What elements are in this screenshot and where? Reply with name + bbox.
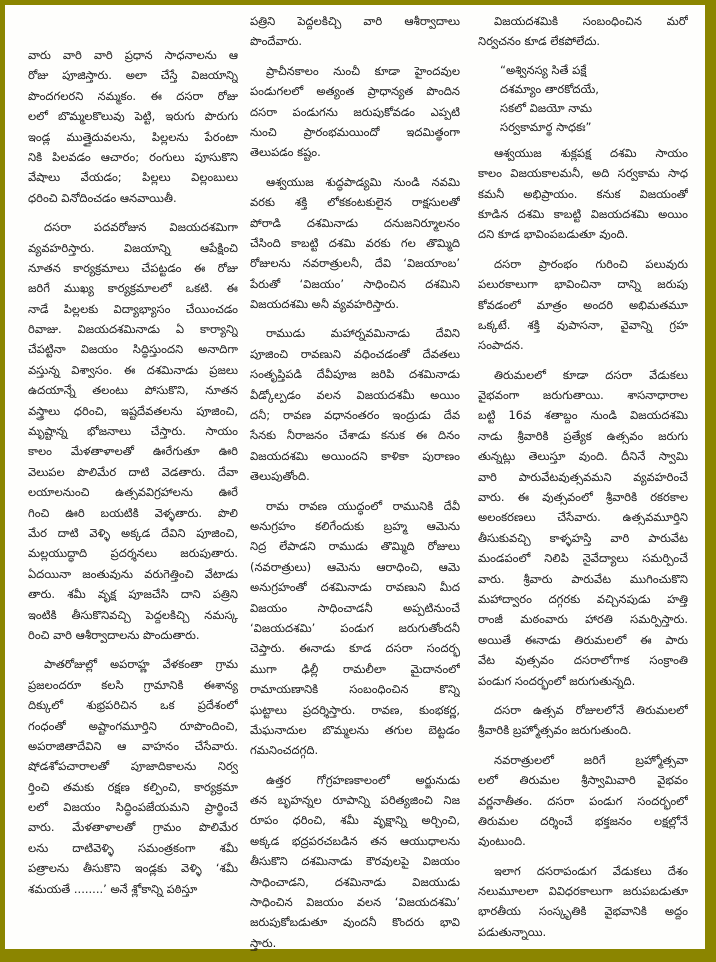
text-line: రాముడు మహార్నవమినాడు దేవిని xyxy=(266,326,460,341)
paragraph xyxy=(478,700,688,741)
text-line: తీసుకువచ్చి కాళ్ళహస్తి వారి పారువేట xyxy=(478,530,688,545)
text-line: వైభవంగా జరుగుతాయి. శాసనాధారాల xyxy=(478,388,688,403)
text-line: పత్రిని పెద్దలకిచ్చి వారి ఆశీర్వాదాలు xyxy=(250,14,460,28)
text-column-1 xyxy=(28,45,238,908)
text-line: పొందగలరని నమ్మకం. ఈ దసరా రోజు xyxy=(28,88,238,103)
text-line: వుంటుంది. xyxy=(478,834,526,849)
verse-line: సర్వకామార్థ సాధకః” xyxy=(500,119,592,134)
text-line: వారు వారి వారి ప్రధాన సాధనాలను ఆ xyxy=(28,48,238,62)
text-line: రోజులను నవరాత్రులనీ, దేవి ‘విజయాంబ’ xyxy=(250,256,460,271)
text-line: ఇంటికి తీసుకొనివచ్చి పెద్దలకిచ్చి నమస్క xyxy=(28,607,238,622)
verse-block xyxy=(478,61,688,137)
text-line: విజయదశమి అనీ వ్యవహరిస్తారు. xyxy=(250,297,400,312)
paragraph xyxy=(28,45,238,208)
text-line: రివాజు. విజయదశమినాడు ఏ కార్యాన్ని xyxy=(28,322,238,337)
text-line: లయాలనుంచి ఉత్సవవిగ్రహాలను ఊరే xyxy=(28,485,238,500)
text-line: తున్నట్లు తెలుస్తూ వుంది. దీనినే స్వామి xyxy=(478,449,688,464)
text-line: వారి పారువేటవుత్సవమని వ్యవహరించే xyxy=(478,469,688,484)
text-line: ప్రాచీనకాలం నుంచీ కూడా హైందవుల xyxy=(266,63,460,78)
paragraph xyxy=(478,143,688,245)
text-line: సంతృప్తిపడి దేవీపూజ జరిపి దశమినాడు xyxy=(250,367,460,382)
text-line: భారతీయ సంస్కృతికి వైభవానికి అద్దం xyxy=(478,904,688,919)
text-line: రోజు పూజిస్తారు. అలా చేస్తే విజయాన్ని xyxy=(28,68,238,83)
text-line: అలంకరణలు చేసేవారు. ఉత్సవమూర్తిని xyxy=(478,510,688,525)
text-line: తన బృహన్నల రూపాన్ని పరిత్యజించి నిజ xyxy=(250,793,460,808)
text-line: రించి వారి ఆశీర్వాదాలను పొందుతారు. xyxy=(28,627,200,642)
text-line: ర్తించి తమకు రక్షణ కల్పించి, కార్యక్రమా xyxy=(28,779,238,794)
text-line: సేనకు నీరాజనం చేశాడు కనుక ఈ దినం xyxy=(250,428,460,443)
paragraph xyxy=(478,11,688,52)
text-line: రామాయణానికి సంబంధించిన కొన్ని xyxy=(250,682,460,697)
paragraph xyxy=(250,11,460,52)
text-line: తెలుపుతోంది. xyxy=(250,469,310,484)
text-line: ఏదయినా జంతువును వరుగెత్తించి వేటాడు xyxy=(28,566,238,581)
text-column-2 xyxy=(250,11,460,962)
text-line: నవరాత్రులలో జరిగే బ్రహ్మోత్సవా xyxy=(494,752,688,767)
text-line: నూతన కార్యక్రమాలు చేపట్టడం ఈ రోజు xyxy=(28,260,238,275)
text-line: తిరుమలలో కూడా దసరా వేడుకలు xyxy=(494,367,688,382)
text-line: అపరాజితాదేవిని ఆ వాహనం చేసేవారు. xyxy=(28,738,238,753)
paragraph xyxy=(250,770,460,954)
text-line: మండపంలో నిలిపి నైవేద్యాలు సమర్పించే xyxy=(478,551,688,566)
text-line: విజయదశమికి సంబంధించిన మరో xyxy=(494,14,688,28)
text-line: గంధంతో అష్టాంగమూర్తిని రూపొందించి, xyxy=(28,718,238,733)
text-line: కోవడంలో మాత్రం అందరి అభిమతమూ xyxy=(478,297,688,312)
text-line: కమనీ అభిప్రాయం. కనుక విజయంతో xyxy=(478,186,688,201)
text-line: దిక్కులో శుభ్రపరిచిన ఒక ప్రదేశంలో xyxy=(28,698,238,713)
text-line: వారు. శ్రీవారు పారువేట ముగించుకొని xyxy=(478,571,688,586)
text-line: వారు. మేళతాళాలతో గ్రామం పొలిమేర xyxy=(28,820,238,835)
verse-line: “అశ్వినస్య సితే పక్షే xyxy=(500,62,587,77)
text-line: జరుపుకోబడుతూ వుందనీ కొందరు భావి xyxy=(250,915,460,930)
text-line: ఇండ్ల ముత్తైదువలను, పిల్లలను పేరంటా xyxy=(28,129,238,144)
text-line: నుంచి ప్రారంభమయిందో ఇదమిత్థంగా xyxy=(250,124,460,139)
text-line: తెలుపడం కష్టం. xyxy=(250,145,321,160)
text-line: వర్ణనాతీతం. దసరా పండుగ సందర్భంలో xyxy=(478,793,688,808)
text-line: తీసుకొని దశమినాడు కౌరవులపై విజయం xyxy=(250,854,460,869)
text-line: షోడశోపచారాలతో పూజాదికాలను నిర్వ xyxy=(28,759,238,774)
text-line: పూజించి రావణుని వధించడంతో దేవతలు xyxy=(250,346,460,361)
verse-line: దశమ్యాం తారకోదయే, xyxy=(500,81,599,96)
text-line: పండుగ సందర్భంలో జరుగుతున్నది. xyxy=(478,673,636,688)
text-line: అనుగ్రహంతో దశమినాడు రావణుని మీద xyxy=(250,580,460,595)
text-line: సంపాదన. xyxy=(478,338,524,353)
text-line: ప్రజలందరూ కలసి గ్రామానికి ఈశాన్య xyxy=(28,677,238,692)
text-line: మృష్టాన్న భోజనాలు చేస్తారు. సాయం xyxy=(28,424,238,439)
text-line: పండుగలలో అత్యంత ప్రాధాన్యత పొందిన xyxy=(250,84,460,99)
text-line: చేపట్టినా విజయం సిద్ధిస్తుందని అనాదిగా xyxy=(28,342,238,357)
text-line: మేఘనాదుల బొమ్మలను తగుల బెట్టడం xyxy=(250,722,460,737)
text-line: వస్త్రాలు ధరించి, ఇష్టదేవతలను పూజించి, xyxy=(28,403,238,418)
text-line: వారు. ఈ వుత్సవంలో శ్రీవారికి రకరకాల xyxy=(478,490,688,505)
text-line: గించి ఊరి బయటికి వెళ్ళతారు. పొలి xyxy=(28,505,238,520)
paragraph xyxy=(250,61,460,163)
text-line: పాతరోజుల్లో అపరాహ్ణ వేళకంతా గ్రామ xyxy=(44,657,238,672)
text-line: పత్రాలను తీసుకొని ఇండ్లకు వెళ్ళి ‘శమీ xyxy=(28,861,238,876)
text-line: మహాద్వారం దగ్గరకు వచ్చినపుడు హత్తి xyxy=(478,591,688,606)
text-line: మల్లయుద్ధాది ప్రదర్శనలు జరుపుతారు. xyxy=(28,546,238,561)
paragraph xyxy=(478,254,688,356)
text-line: పొందేవారు. xyxy=(250,34,303,49)
text-line: శమయతే ........’ అనే శ్లోకాన్ని పఠిస్తూ xyxy=(28,881,198,896)
text-line: రూపం ధరించి, శమీ వృక్షాన్ని అర్చించి, xyxy=(250,813,460,828)
text-line: వీడ్కోల్పడం వలన విజయదశమీ అయిం xyxy=(250,387,460,402)
text-line: దనీ; రావణ వధానంతరం ఇంద్రుడు దేవ xyxy=(250,408,460,423)
text-line: నాడు శ్రీవారికి ప్రత్యేక ఉత్సవం జరుగు xyxy=(478,428,688,443)
text-line: ఘట్టాలు ప్రదర్శిస్తారు. రావణ, కుంభకర్ణ, xyxy=(250,702,460,717)
text-line: దసరా ఉత్సవ రోజులలోనే తిరుమలలో xyxy=(494,702,688,717)
text-line: వస్తున్న విశ్వాసం. ఈ దశమినాడు ప్రజలు xyxy=(28,362,238,377)
text-line: పలురకాలుగా భావించినా దాన్ని జరుపు xyxy=(478,277,688,292)
text-line: ఇలాగ దసరాపండుగ వేడుకలు దేశం xyxy=(494,863,688,878)
text-line: దసరా పండుగను జరుపుకోవడం ఎప్పటి xyxy=(250,104,460,119)
text-line: ఉత్తర గోగ్రహణకాలంలో అర్జునుడు xyxy=(266,772,460,787)
text-line: లను దాటివెళ్ళి సమంత్రకంగా శమీ xyxy=(28,840,238,855)
text-line: సాధించిన విజయం వలన ‘విజయదశమి’ xyxy=(250,895,460,910)
paragraph xyxy=(250,496,460,761)
text-line: అయితే ఈనాడు తిరుమలలో ఈ పారు xyxy=(478,632,688,647)
text-line: పడుతున్నాయి. xyxy=(478,924,547,939)
text-line: దని కూడ భావింపబడుతూ వుంది. xyxy=(478,227,629,242)
text-line: దసరా ప్రారంభం గురించి పలువురు xyxy=(494,256,688,271)
text-line: లలో తిరుమల శ్రీస్వామివారి వైభవం xyxy=(478,773,688,788)
text-line: అనుగ్రహం కలిగేందుకు బ్రహ్మ ఆమెను xyxy=(250,518,460,533)
text-line: ధరించి వినోదించడం ఆనవాయితీ. xyxy=(28,190,177,205)
text-line: గమనించదగ్గది. xyxy=(250,743,319,758)
text-line: నలుమూలలా వివిధరకాలుగా జరుపబడుతూ xyxy=(478,884,688,899)
paragraph xyxy=(478,861,688,943)
text-line: కూడిన దశమి కాబట్టి విజయదశమి అయిం xyxy=(478,206,688,221)
text-line: నాడే పిల్లలకు విద్యాభ్యాసం చేయించడం xyxy=(28,301,238,316)
text-line: వేషాలు వేయడం; పిల్లలు విల్లంబులు xyxy=(28,170,238,185)
paragraph xyxy=(28,217,238,645)
text-line: స్తారు. xyxy=(250,935,277,950)
paragraph xyxy=(250,323,460,486)
text-line: ఒక్కటే. శక్తి వుపాసనా, వైవాన్ని గ్రహ xyxy=(478,317,688,332)
text-line: బట్టి 16వ శతాబ్దం నుండి విజయదశమి xyxy=(478,408,688,423)
text-line: (నవరాత్రులు) ఆమెను ఆరాధించి, ఆమె xyxy=(250,559,460,574)
paragraph xyxy=(478,750,688,852)
text-line: రాంజీ మఠంవారు హారతి సమర్పిస్తారు. xyxy=(478,612,688,627)
text-line: పేరుతో ‘విజయం’ సాధించిన దశమిని xyxy=(250,276,460,291)
text-line: తారు. శమీ వృక్ష పూజచేసి దాని పత్రిని xyxy=(28,587,238,602)
text-line: లలో బొమ్మలకొలువు పెట్టి, ఇరుగు పొరుగు xyxy=(28,109,238,124)
verse-line: సకలో విజయో నామ xyxy=(500,100,593,115)
text-column-3 xyxy=(478,11,688,951)
text-line: రామ రావణ యుద్ధంలో రామునికి దేవీ xyxy=(266,498,460,513)
paragraph xyxy=(478,365,688,691)
text-line: కాలం విజయకాలమనీ, అది సర్వకామ సాధ xyxy=(478,166,688,181)
text-line: జరిగే ముఖ్య కార్యక్రమాలలో ఒకటి. ఈ xyxy=(28,281,238,296)
text-line: లలో విజయం సిద్ధింపజేయమని ప్రార్థించే xyxy=(28,800,238,815)
text-line: ఆశ్వయుజ శుక్లపక్ష దశమి సాయం xyxy=(494,145,688,160)
text-line: పోరాడి దశమినాడు దనుజనిర్మూలనం xyxy=(250,215,460,230)
text-line: ఆశ్వయుజ శుద్ధపాడ్యమి నుండి నవమి xyxy=(266,174,460,189)
text-line: సాధించాడని, దశమినాడు విజయుడు xyxy=(250,874,460,889)
document-page xyxy=(5,5,705,949)
text-line: శ్రీవారికి బ్రహ్మోత్సవం జరుగుతుంది. xyxy=(478,723,632,738)
text-line: ‘విజయదశమి’ పండుగ జరుగుతోందనీ xyxy=(250,620,460,635)
text-line: నిద్ర లేపాడని రాముడు తొమ్మిది రోజులు xyxy=(250,539,460,554)
text-line: అక్కడ భద్రపరచబడిన తన ఆయుధాలను xyxy=(250,833,460,848)
text-line: ఉదయాన్నే తలంటు పోసుకొని, నూతన xyxy=(28,383,238,398)
paragraph xyxy=(250,172,460,315)
text-line: ముగా ఢిల్లీ రామలీలా మైదానంలో xyxy=(250,661,460,676)
text-line: చెప్తారు. ఈనాడు కూడ దసరా సందర్భ xyxy=(250,641,460,656)
text-line: నికి పిలవడం ఆచారం; రంగులు పూసుకొని xyxy=(28,149,238,164)
text-line: దసరా పదవరోజున విజయదశమిగా xyxy=(44,220,238,235)
text-line: మేర దాటి వెళ్ళి అక్కడ దేవిని పూజించి, xyxy=(28,525,238,540)
text-line: విజయదశమి అయిందని కాళికా పురాణం xyxy=(250,448,460,463)
text-line: చేసింది కాబట్టి దశమి వరకు గల తొమ్మిది xyxy=(250,235,460,250)
text-line: వరకు శక్తి లోకకంటకులైన రాక్షసులతో xyxy=(250,195,460,210)
text-line: కాలం మేళతాళాలతో ఊరేగుతూ ఊరి xyxy=(28,444,238,459)
text-line: వెలుపల పొలిమేర దాటి వెడతారు. దేవా xyxy=(28,464,238,479)
text-line: విజయం సాధించాడనీ అప్పటినుంచే xyxy=(250,600,460,615)
text-line: వ్యవహరిస్తారు. విజయాన్ని ఆపేక్షించి xyxy=(28,240,238,255)
paragraph xyxy=(28,654,238,899)
text-line: నిర్వచనం కూడ లేకపోలేదు. xyxy=(478,34,601,49)
text-line: వేట వుత్సవం దసరాలోగాక సంక్రాంతి xyxy=(478,653,688,668)
text-line: తిరుమల దర్శించే భక్తజనం లక్షల్లోనే xyxy=(478,813,688,828)
